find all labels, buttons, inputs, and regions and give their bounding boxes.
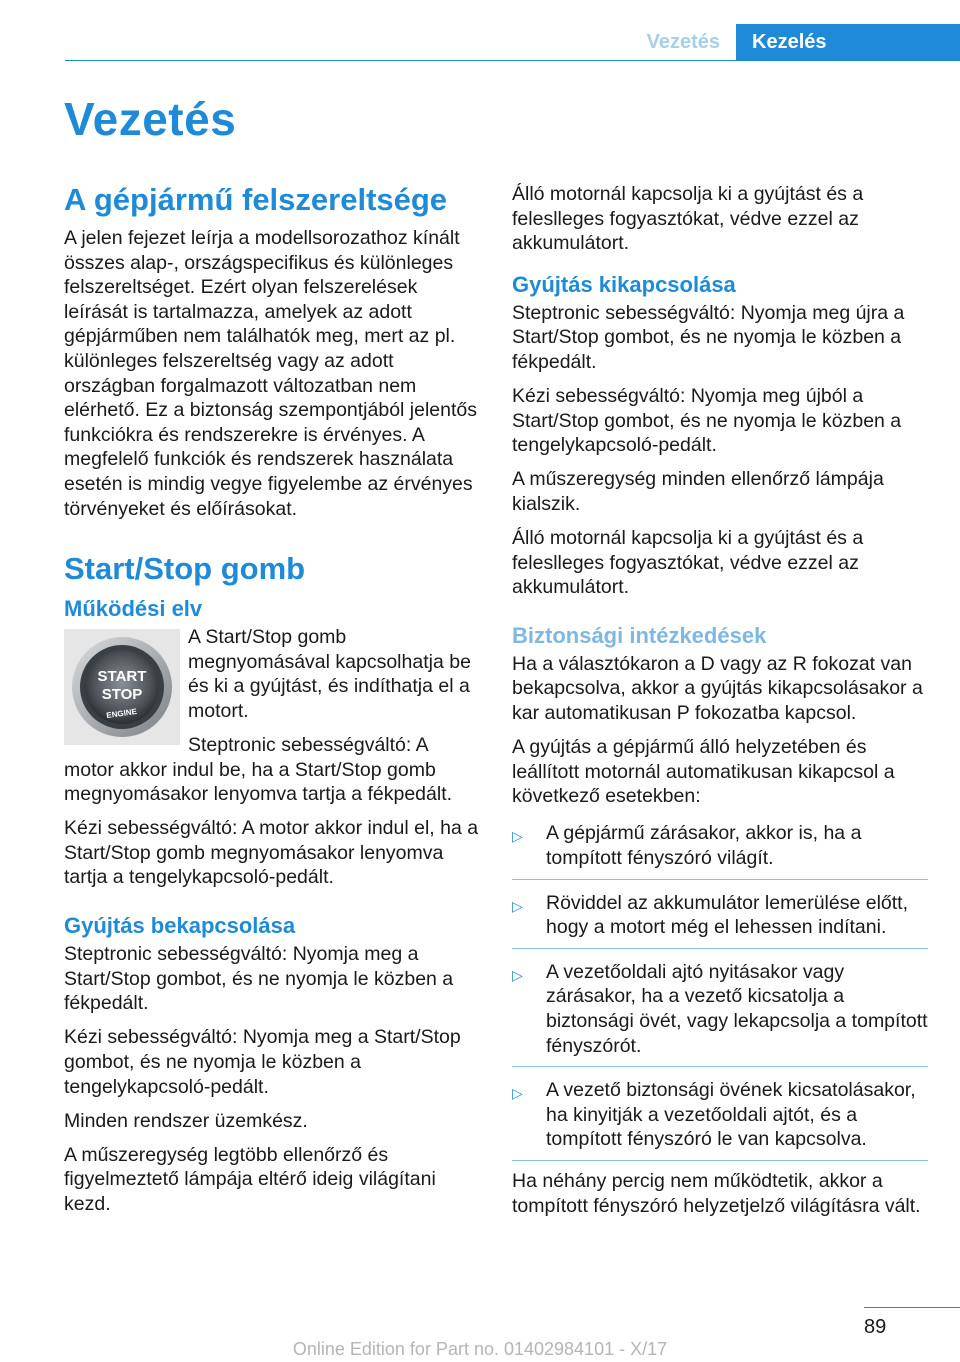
list-item (512, 957, 928, 1067)
principle-manual: Kézi sebességváltó: A motor akkor indul el, ha a Start/Stop gomb megnyomásakor lenyomva tartja a tengelykapcsoló-pedált. (64, 817, 479, 889)
list-item (512, 1075, 928, 1161)
left-column (64, 182, 480, 1226)
triangle-bullet-icon: ▷ (512, 897, 523, 914)
safety-p3: Ha néhány percig nem működtetik, akkor a tompított fényszóró helyzetjelző világításra vált. (512, 1169, 921, 1217)
list-item-text: A vezetőoldali ajtó nyitásakor vagy zárásakor, ha a vezető kicsatolja a biztonsági övét, vagy lekapcsolja a tompított fényszórót. (546, 960, 928, 1057)
button-label-engine: ENGINE (105, 707, 138, 721)
right-column (512, 182, 928, 1228)
start-stop-engine-icon (70, 635, 174, 739)
triangle-bullet-icon: ▷ (512, 828, 523, 845)
ignition-off-lamps: A műszeregység minden ellenőrző lámpája kialszik. (512, 468, 884, 515)
list-item (512, 818, 928, 879)
ignition-off-steptronic: Steptronic sebességváltó: Nyomja meg újra a Start/Stop gombot, és ne nyomja le közben a fékpedált. (512, 301, 905, 373)
triangle-bullet-icon: ▷ (512, 966, 523, 983)
list-item-text: A gépjármű zárásakor, akkor is, ha a tompított fényszóró világít. (546, 822, 862, 869)
principle-steptronic: Steptronic sebességváltó: A motor akkor indul be, ha a Start/Stop gomb megnyomásakor lenyomva tartja a fékpedált. (64, 734, 453, 806)
list-item (512, 888, 928, 949)
safety-bullet-list (512, 818, 928, 1161)
heading-ignition-off: Gyújtás kikapcsolása (512, 271, 736, 297)
heading-ignition-on: Gyújtás bekapcsolása (64, 913, 296, 939)
tab-kezeles[interactable]: Kezelés (736, 24, 960, 61)
heading-equipment: A gépjármű felszereltsége (64, 182, 448, 217)
safety-p2: A gyújtás a gépjármű álló helyzetében és leállított motornál automatikusan kikapcsol a következő esetekben: (512, 736, 895, 808)
heading-principle: Működési elv (64, 596, 203, 622)
ignition-on-ready: Minden rendszer üzemkész. (64, 1109, 308, 1132)
principle-block (64, 625, 480, 816)
ignition-on-lamps: A műszeregység legtöbb ellenőrző és figyelmeztető lámpája eltérő ideig világítani kezd. (64, 1143, 436, 1215)
ignition-on-manual: Kézi sebességváltó: Nyomja meg a Start/Stop gombot, és ne nyomja le közben a tengelykapcsoló-pedált. (64, 1026, 461, 1098)
ignition-on-steptronic: Steptronic sebességváltó: Nyomja meg a Start/Stop gombot, és ne nyomja le közben a fékpedált. (64, 943, 454, 1015)
button-label-stop: STOP (101, 686, 143, 704)
tab-vezetes[interactable]: Vezetés (646, 31, 720, 53)
standing-engine-note: Álló motornál kapcsolja ki a gyújtást és a feleslleges fogyasztókat, védve ezzel az akkumulátort. (512, 183, 864, 255)
triangle-bullet-icon: ▷ (512, 1085, 523, 1102)
safety-p1: Ha a választókaron a D vagy az R fokozat van bekapcsolva, akkor a gyújtás kikapcsolásakor a kar automatikusan P fokozatba kapcsol. (512, 652, 923, 724)
heading-startstop: Start/Stop gomb (64, 551, 306, 587)
footer-rule (864, 1307, 960, 1308)
page-title: Vezetés (64, 93, 237, 145)
header-tabs (622, 24, 960, 61)
header-rule (65, 60, 960, 61)
list-item-text: A vezető biztonsági övének kicsatolásakor, ha kinyitják a vezetőoldali ajtót, és a tompított fényszóró le van kapcsolva. (546, 1079, 916, 1151)
ignition-off-manual: Kézi sebességváltó: Nyomja meg újból a Start/Stop gombot, és ne nyomja le közben a tengelykapcsoló-pedált. (512, 385, 902, 457)
equipment-body: A jelen fejezet leírja a modellsorozathoz kínált összes alap-, országspecifikus és különleges felszereltséget. Ezért olyan felszerelések leírását is tartalmazza, amelyek az adott gépjárműben nem találhatók meg, mert az pl. különleges felszereltség vagy az adott országban forgalmazott változatban nem elérhető. Ez a biztonság szempontjából jelentős funkciókra és rendszerekre is érvényes. A megfelelő funkciók és rendszerek használata esetén is mindig vegye figyelembe az érvényes törvényeket és előírásokat. (64, 227, 478, 520)
ignition-off-standing: Álló motornál kapcsolja ki a gyújtást és a feleslleges fogyasztókat, védve ezzel az akkumulátort. (512, 527, 864, 599)
edition-footer: Online Edition for Part no. 01402984101 - X/17 (292, 1339, 668, 1359)
button-label-start: START (97, 668, 147, 686)
start-stop-button-illustration (64, 629, 180, 745)
page-number: 89 (864, 1316, 887, 1338)
principle-intro: A Start/Stop gomb megnyomásával kapcsolhatja be és ki a gyújtást, és indíthatja el a motort. (188, 626, 471, 722)
heading-safety: Biztonsági intézkedések (512, 622, 767, 648)
list-item-text: Röviddel az akkumulátor lemerülése előtt, hogy a motort még el lehessen indítani. (546, 891, 909, 939)
